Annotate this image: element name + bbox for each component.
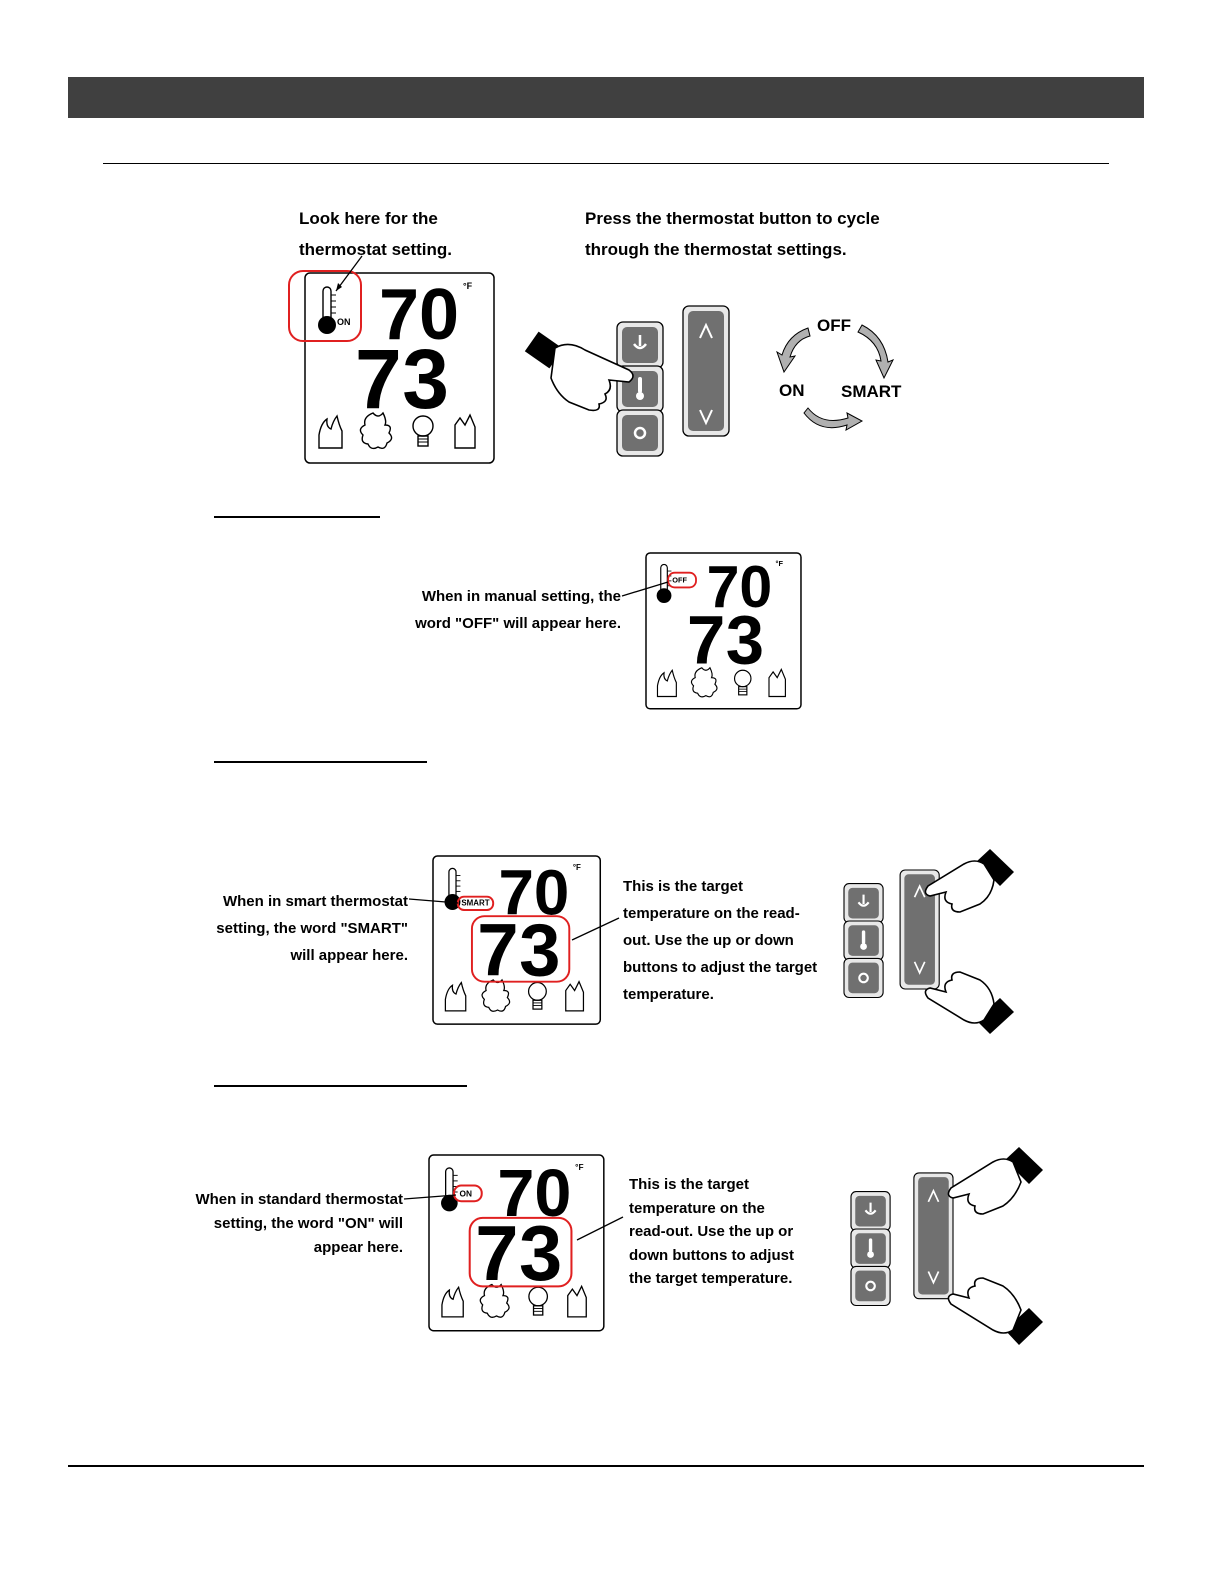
target-temp: 73 — [355, 332, 449, 426]
indicator-on: ON — [459, 1188, 472, 1199]
temp-unit: °F — [775, 559, 784, 569]
lcd-display-standard — [429, 1155, 604, 1331]
note-line: This is the target — [629, 1176, 750, 1193]
cycle-label-smart: SMART — [841, 382, 902, 401]
cycle-diagram — [777, 316, 902, 430]
note-line: the target temperature. — [629, 1270, 793, 1287]
cycle-arrow-icon — [858, 325, 893, 378]
note-line: When in smart thermostat — [222, 893, 408, 910]
room-temp: 70 — [497, 1157, 572, 1232]
indicator-on: ON — [337, 317, 351, 327]
pointing-hand-icon — [948, 1278, 1043, 1345]
caption-line: Press the thermostat button to cycle — [585, 209, 880, 228]
remote-buttons-smart — [844, 870, 939, 998]
cycle-label-on: ON — [779, 381, 805, 400]
note-line: read-out. Use the up or — [629, 1223, 794, 1240]
caption-line: thermostat setting. — [299, 240, 453, 259]
note-line: setting, the word "SMART" — [216, 920, 408, 937]
note-line: temperature on the read- — [623, 905, 800, 922]
note-line: This is the target — [623, 878, 744, 895]
caption-line: Look here for the — [299, 209, 438, 228]
cycle-arrow-icon — [777, 328, 810, 372]
target-temp: 73 — [477, 908, 561, 992]
note-line: temperature. — [623, 986, 714, 1003]
remote-buttons-standard — [851, 1173, 953, 1306]
note-line: buttons to adjust the target — [623, 959, 818, 976]
note-line: word "OFF" will appear here. — [415, 615, 621, 632]
room-temp: 70 — [498, 856, 570, 929]
note-line: appear here. — [313, 1239, 403, 1256]
note-line: setting, the word "ON" will — [213, 1215, 403, 1232]
thermometer-icon — [862, 930, 865, 944]
target-temp: 73 — [475, 1210, 563, 1297]
thermometer-icon — [869, 1238, 872, 1252]
note-line: out. Use the up or down — [623, 932, 794, 949]
remote-buttons-top — [617, 306, 729, 456]
temp-unit: °F — [463, 281, 473, 291]
cycle-arrow-icon — [804, 408, 862, 430]
room-temp: 70 — [706, 554, 773, 621]
note-line: When in manual setting, the — [421, 588, 621, 605]
note-line: When in standard thermostat — [195, 1191, 403, 1208]
pointing-hand-icon — [948, 1147, 1043, 1214]
lcd-display-manual — [646, 553, 801, 709]
lcd-display-smart — [433, 856, 600, 1024]
lcd-display-top — [305, 273, 494, 463]
caption-line: through the thermostat settings. — [585, 240, 847, 259]
temp-unit: °F — [572, 863, 581, 873]
target-temp: 73 — [687, 601, 765, 679]
note-line: down buttons to adjust — [629, 1246, 794, 1264]
cycle-label-off: OFF — [817, 316, 851, 335]
temp-unit: °F — [575, 1161, 584, 1172]
note-line: temperature on the — [629, 1199, 765, 1217]
indicator-smart: SMART — [461, 898, 490, 908]
footer-rule — [68, 1465, 1144, 1467]
indicator-off: OFF — [672, 575, 687, 585]
room-temp: 70 — [379, 275, 459, 355]
note-line: will appear here. — [290, 947, 408, 964]
thermometer-icon — [638, 377, 642, 393]
